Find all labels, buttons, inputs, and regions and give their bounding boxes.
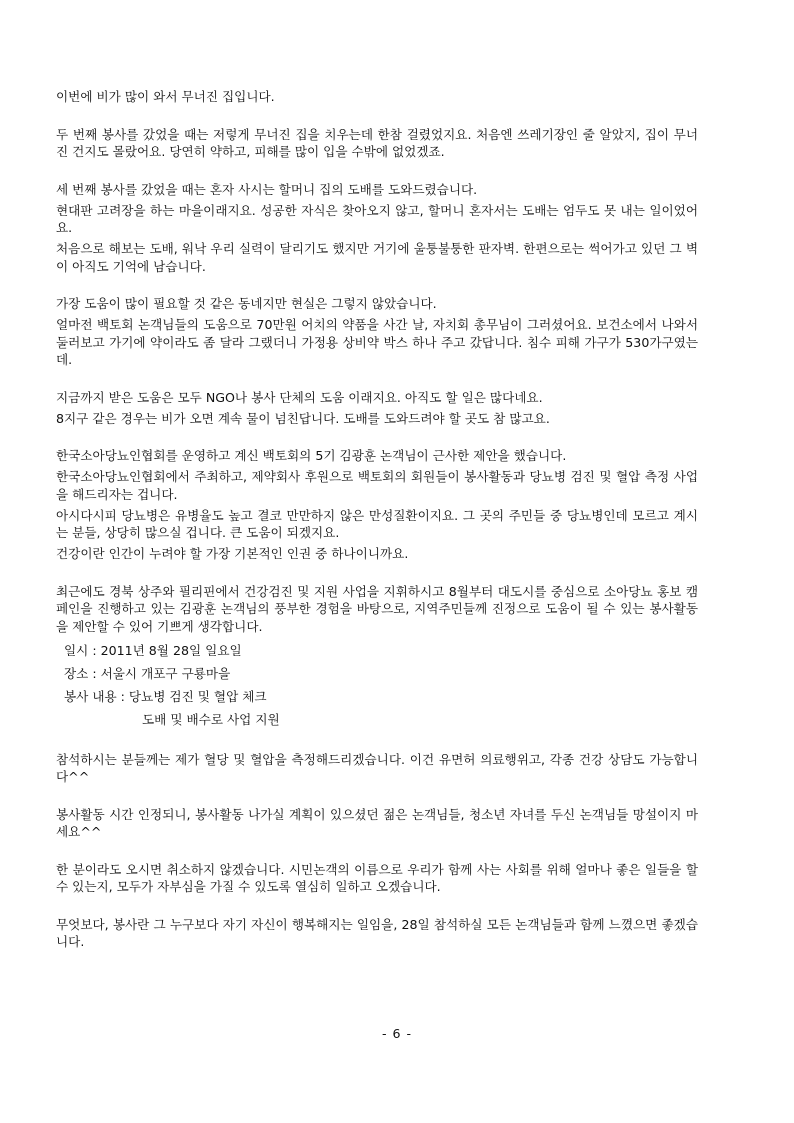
paragraph: 세 번째 봉사를 갔었을 때는 혼자 사시는 할머니 집의 도배를 도와드렸습니다. (56, 181, 478, 197)
page-number: - 6 - (381, 1026, 413, 1041)
paragraph: 아시다시피 당뇨병은 유병율도 높고 결코 만만하지 않은 만성질환이지요. 그 곳의 주민들 중 당뇨병인데 모르고 계시는 분들, 상당히 많으실 겁니다. 큰 도움이 되겠지요. (56, 507, 698, 540)
paragraph: 이번에 비가 많이 와서 무너진 집입니다. (56, 89, 275, 104)
event-place: 장소 : 서울시 개포구 구룡마을 (64, 665, 231, 681)
event-service-extra: 도배 및 배수로 사업 지원 (142, 711, 280, 727)
paragraph: 가장 도움이 많이 필요할 것 같은 동네지만 현실은 그렇지 않았습니다. (56, 296, 437, 311)
paragraph: 참석하시는 분들께는 제가 혈당 및 혈압을 측정해드리겠습니다. 이건 유면허 의료행위고, 각종 건강 상담도 가능합니다^^ (56, 751, 698, 784)
paragraph: 건강이란 인간이 누려야 할 가장 기본적인 인권 중 하나이니까요. (56, 546, 409, 561)
paragraph: 두 번째 봉사를 갔었을 때는 저렇게 무너진 집을 치우는데 한참 걸렸었지요. 처음엔 쓰레기장인 줄 알았지, 집이 무너진 건지도 몰랐어요. 당연히 약하고, 피해를 많이 입을 수밖에 없었겠죠. (56, 126, 698, 159)
paragraph: 8지구 같은 경우는 비가 오면 계속 물이 넘친답니다. 도배를 도와드려야 할 곳도 참 많고요. (56, 410, 550, 426)
event-service: 봉사 내용 : 당뇨병 검진 및 혈압 체크 (64, 688, 267, 704)
paragraph: 무엇보다, 봉사란 그 누구보다 자기 자신이 행복해지는 일임을, 28일 참석하실 모든 논객님들과 함께 느꼈으면 좋겠습니다. (56, 916, 698, 949)
paragraph: 지금까지 받은 도움은 모두 NGO나 봉사 단체의 도움 이래지요. 아직도 할 일은 많다네요. (56, 389, 543, 405)
paragraph: 한국소아당뇨인협회를 운영하고 계신 백토회의 5기 김광훈 논객님이 근사한 제안을 했습니다. (56, 448, 567, 463)
paragraph: 얼마전 백토회 논객님들의 도움으로 70만원 어치의 약품을 사간 날, 자치회 총무님이 그러셨어요. 보건소에서 나와서 둘러보고 가기에 약이라도 좀 달라 그랬더니 가정용 상비약 박스 하나 주고 갔답니다. 침수 피해 가구가 530가구였는데. (56, 317, 698, 367)
event-date: 일시 : 2011년 8월 28일 일요일 (64, 642, 242, 658)
document-body (56, 88, 698, 954)
paragraph: 한국소아당뇨인협회에서 주최하고, 제약회사 후원으로 백토회의 회원들이 봉사활동과 당뇨병 검진 및 혈압 측정 사업을 해드리자는 겁니다. (56, 469, 698, 502)
paragraph: 처음으로 해보는 도배, 워낙 우리 실력이 달리기도 했지만 거기에 울퉁불퉁한 판자벽. 한편으로는 썩어가고 있던 그 벽이 아직도 기억에 남습니다. (56, 241, 698, 274)
paragraph: 최근에도 경북 상주와 필리핀에서 건강검진 및 지원 사업을 지휘하시고 8월부터 대도시를 중심으로 소아당뇨 홍보 캠페인을 진행하고 있는 김광훈 논객님의 풍부한 경험을 바탕으로, 지역주민들께 진정으로 도움이 될 수 있는 봉사활동을 제안할 수 있어 기쁘게 생각합니다. (56, 583, 698, 634)
paragraph: 한 분이라도 오시면 취소하지 않겠습니다. 시민논객의 이름으로 우리가 함께 사는 사회를 위해 얼마나 좋은 일들을 할 수 있는지, 모두가 자부심을 가질 수 있도록 열심히 일하고 오겠습니다. (56, 861, 698, 894)
paragraph: 봉사활동 시간 인정되니, 봉사활동 나가실 계획이 있으셨던 젊은 논객님들, 청소년 자녀를 두신 논객님들 망설이지 마세요^^ (56, 806, 698, 839)
paragraph: 현대판 고려장을 하는 마을이래지요. 성공한 자식은 찾아오지 않고, 할머니 혼자서는 도배는 엄두도 못 내는 일이었어요. (56, 202, 698, 235)
